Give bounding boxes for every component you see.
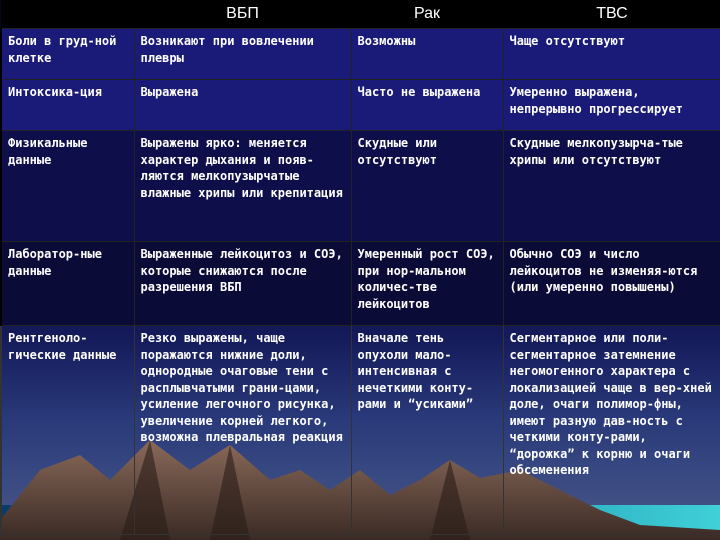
- table-row: [1, 131, 720, 242]
- cell-cancer: Возможны: [351, 29, 503, 80]
- table-row: [1, 242, 720, 326]
- row-label: Интоксика-ция: [1, 80, 134, 131]
- header-tb: ТВС: [596, 5, 628, 22]
- table-row: [1, 29, 720, 80]
- header-vbp: ВБП: [226, 5, 259, 22]
- cell-tb: Обычно СОЭ и число лейкоцитов не изменяя-ются (или умеренно повышены): [503, 242, 720, 326]
- cell-cancer: Умеренный рост СОЭ, при нор-мальном количес-тве лейкоцитов: [351, 242, 503, 326]
- row-label: Рентгеноло-гические данные: [1, 326, 134, 535]
- header-row: [1, 0, 720, 29]
- cell-vbp: Выраженные лейкоцитоз и СОЭ, которые снижаются после разрешения ВБП: [134, 242, 351, 326]
- cell-tb: Чаще отсутствуют: [503, 29, 720, 80]
- cell-vbp: Выражена: [134, 80, 351, 131]
- header-cancer: Рак: [413, 5, 441, 22]
- cell-tb: Сегментарное или поли-сегментарное затемнение негомогенного характера с локализацией чаще в вер-хней доле, очаги полимор-фны, имеют разную дав-ность с четкими конту-рами, “дорожка” к корню и очаги обсеменения: [503, 326, 720, 535]
- row-label: Физикальные данные: [1, 131, 134, 242]
- cell-vbp: Резко выражены, чаще поражаются нижние доли, однородные очаговые тени с расплывчатыми грани-цами, усиление легочного рисунка, увеличение корней легкого, возможна плевральная реакция: [134, 326, 351, 535]
- cell-vbp: Возникают при вовлечении плевры: [134, 29, 351, 80]
- cell-cancer: Часто не выражена: [351, 80, 503, 131]
- table-row: [1, 80, 720, 131]
- cell-tb: Скудные мелкопузырча-тые хрипы или отсутствуют: [503, 131, 720, 242]
- cell-cancer: Вначале тень опухоли мало-интенсивная с нечеткими конту-рами и “усиками”: [351, 326, 503, 535]
- cell-vbp: Выражены ярко: меняется характер дыхания и появ-ляются мелкопузырчатые влажные хрипы или крепитация: [134, 131, 351, 242]
- table-row: [1, 326, 720, 535]
- header-empty: [1, 0, 134, 29]
- cell-tb: Умеренно выражена, непрерывно прогрессирует: [503, 80, 720, 131]
- cell-cancer: Скудные или отсутствуют: [351, 131, 503, 242]
- row-label: Боли в груд-ной клетке: [1, 29, 134, 80]
- row-label: Лаборатор-ные данные: [1, 242, 134, 326]
